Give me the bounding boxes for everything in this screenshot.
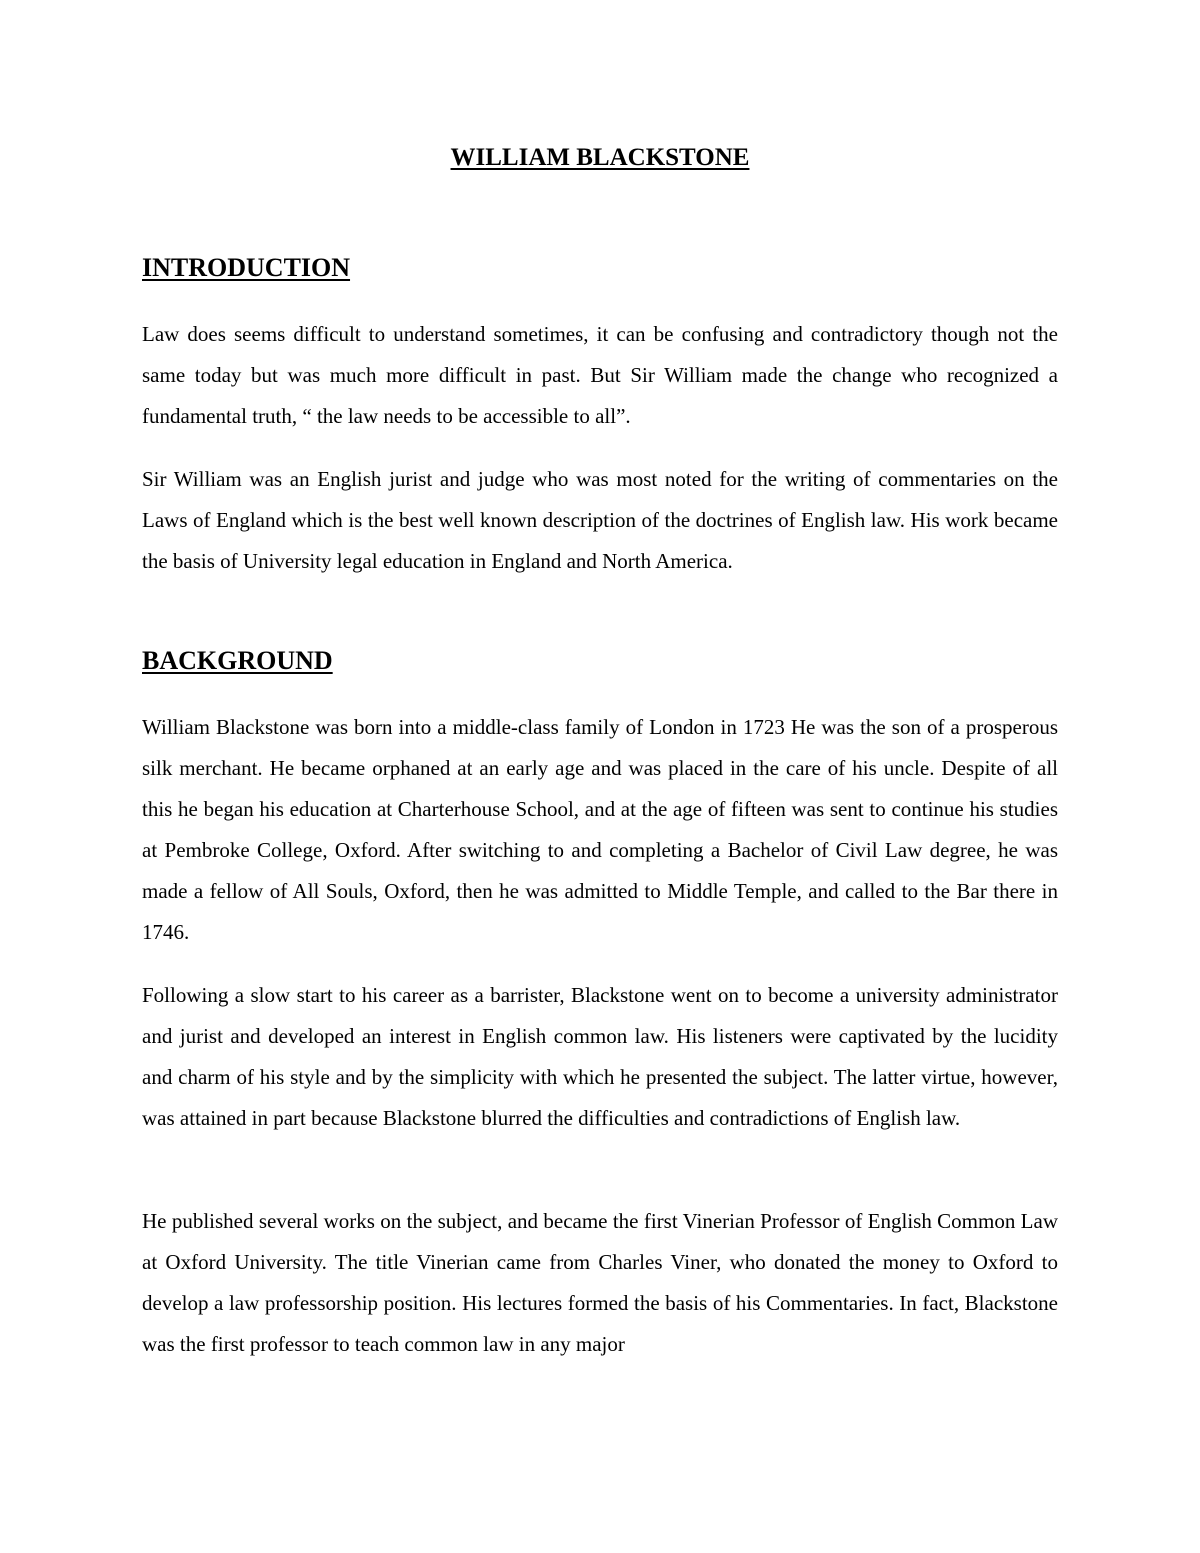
background-paragraph-1: William Blackstone was born into a middle-class family of London in 1723 He was the son of a prosperous silk merchant. He became orphaned at an early age and was placed in the care of his uncle. Despite of all this he began his education at Charterhouse School, and at the age of fifteen was sent to continue his studies at Pembroke College, Oxford. After switching to and completing a Bachelor of Civil Law degree, he was made a fellow of All Souls, Oxford, then he was admitted to Middle Temple, and called to the Bar there in 1746. bbox=[142, 715, 1058, 944]
introduction-paragraph-1: Law does seems difficult to understand sometimes, it can be confusing and contradictory though not the same today but was much more difficult in past. But Sir William made the change who recognized a fundamental truth, “ the law needs to be accessible to all”. bbox=[142, 322, 1058, 428]
section-heading-introduction: INTRODUCTION bbox=[142, 253, 351, 282]
document-title bbox=[0, 140, 1200, 176]
document-title-text: WILLIAM BLACKSTONE bbox=[450, 144, 750, 171]
background-paragraph-3: He published several works on the subject, and became the first Vinerian Professor of English Common Law at Oxford University. The title Vinerian came from Charles Viner, who donated the money to Oxford to develop a law professorship position. His lectures formed the basis of his Commentaries. In fact, Blackstone was the first professor to teach common law in any major bbox=[142, 1209, 1058, 1356]
section-heading-background: BACKGROUND bbox=[142, 646, 333, 675]
background-paragraph-2: Following a slow start to his career as a barrister, Blackstone went on to become a university administrator and jurist and developed an interest in English common law. His listeners were captivated by the lucidity and charm of his style and by the simplicity with which he presented the subject. The latter virtue, however, was attained in part because Blackstone blurred the difficulties and contradictions of English law. bbox=[142, 983, 1058, 1130]
introduction-paragraph-2: Sir William was an English jurist and judge who was most noted for the writing of commentaries on the Laws of England which is the best well known description of the doctrines of English law. His work became the basis of University legal education in England and North America. bbox=[142, 467, 1058, 573]
